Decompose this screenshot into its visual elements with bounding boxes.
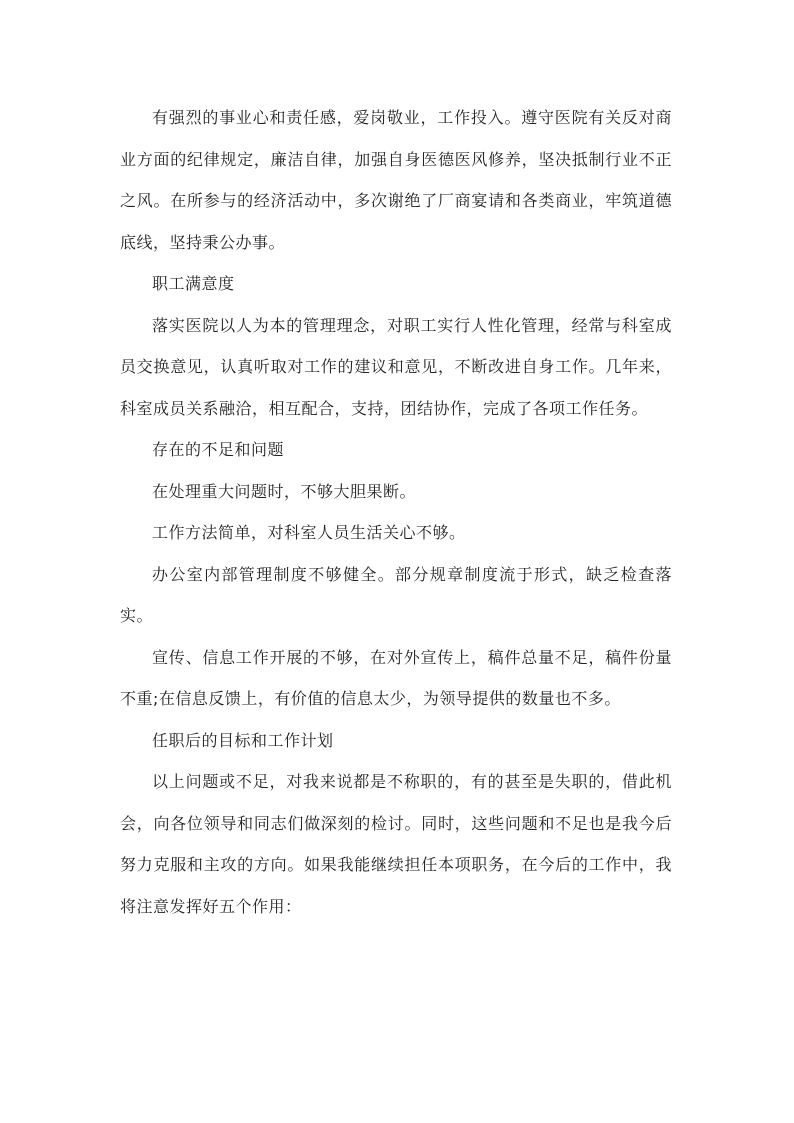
document-body xyxy=(120,97,672,927)
heading-goals-plan: 任职后的目标和工作计划 xyxy=(152,730,334,750)
paragraph-shortcoming-decisiveness: 在处理重大问题时，不够大胆果断。 xyxy=(152,481,417,501)
paragraph-shortcoming-publicity: 宣传、信息工作开展的不够，在对外宣传上，稿件总量不足，稿件份量不重;在信息反馈上，有价值的信息太少，为领导提供的数量也不多。 xyxy=(120,647,672,708)
paragraph-integrity: 有强烈的事业心和责任感，爱岗敬业，工作投入。遵守医院有关反对商业方面的纪律规定，廉洁自律，加强自身医德医风修养，坚决抵制行业不正之风。在所参与的经济活动中，多次谢绝了厂商宴请和各类商业，牢筑道德底线，坚持秉公办事。 xyxy=(120,108,672,252)
heading-staff-satisfaction: 职工满意度 xyxy=(152,274,235,293)
paragraph-shortcoming-methods: 工作方法简单，对科室人员生活关心不够。 xyxy=(152,523,466,542)
paragraph-staff-management: 落实医院以人为本的管理理念，对职工实行人性化管理，经常与科室成员交换意见，认真听取对工作的建议和意见，不断改进自身工作。几年来，科室成员关系融洽，相互配合，支持，团结协作，完成了各项工作任务。 xyxy=(120,315,672,418)
paragraph-self-review: 以上问题或不足，对我来说都是不称职的，有的甚至是失职的，借此机会，向各位领导和同志们做深刻的检讨。同时，这些问题和不足也是我今后努力克服和主攻的方向。如果我能继续担任本项职务，在今后的工作中，我将注意发挥好五个作用： xyxy=(120,772,672,916)
paragraph-shortcoming-rules: 办公室内部管理制度不够健全。部分规章制度流于形式，缺乏检查落实。 xyxy=(120,564,672,625)
heading-shortcomings: 存在的不足和问题 xyxy=(152,440,285,459)
